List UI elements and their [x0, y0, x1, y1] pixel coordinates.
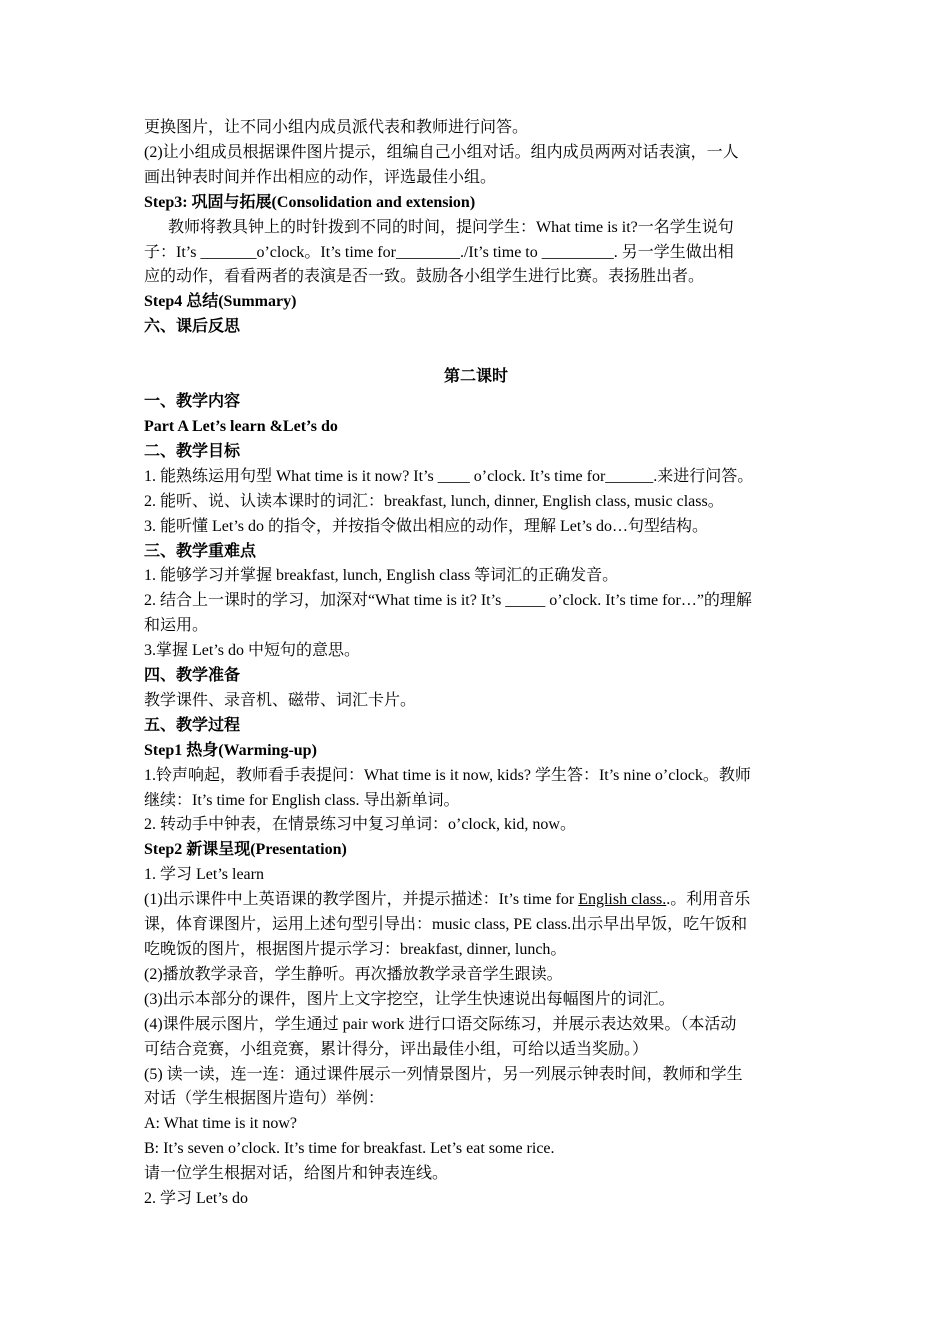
text-line: 和运用。 [144, 617, 209, 635]
text-line: 1. 能够学习并掌握 breakfast, lunch, English class 等词汇的正确发音。 [144, 567, 619, 585]
underlined-phrase: English class. [578, 891, 667, 909]
dialogue-line: A: What time is it now? [144, 1115, 298, 1133]
text-line: 2. 转动手中钟表，在情景练习中复习单词：o’clock, kid, now。 [144, 816, 576, 834]
text-line: 2. 结合上一课时的学习，加深对“What time is it? It’s _____ o’clock. It’s time for…”的理解 [144, 592, 752, 610]
step-heading: Step1 热身(Warming-up) [144, 741, 317, 759]
text-line: (3)出示本部分的课件，图片上文字挖空，让学生快速说出每幅图片的词汇。 [144, 990, 675, 1008]
section-heading: 二、教学目标 [144, 442, 241, 460]
section-heading: 六、课后反思 [144, 318, 241, 336]
text-line: 画出钟表时间并作出相应的动作，评选最佳小组。 [144, 168, 497, 186]
section-heading: 五、教学过程 [144, 716, 241, 734]
document-page [144, 116, 808, 1212]
text-line: 1. 能熟练运用句型 What time is it now? It’s ____ o’clock. It’s time for______.来进行问答。 [144, 467, 754, 485]
text-line: 吃晚饭的图片，根据图片提示学习：breakfast, dinner, lunch。 [144, 941, 567, 958]
text-line: 更换图片，让不同小组内成员派代表和教师进行问答。 [144, 119, 529, 136]
step-heading: Step4 总结(Summary) [144, 293, 297, 311]
text-line: 可结合竞赛，小组竞赛，累计得分，评出最佳小组，可给以适当奖励。） [144, 1040, 649, 1058]
text-line: 应的动作，看看两者的表演是否一致。鼓励各小组学生进行比赛。表扬胜出者。 [144, 268, 705, 286]
section-heading: 三、教学重难点 [144, 542, 257, 560]
text-line: (5) 读一读，连一连：通过课件展示一列情景图片，另一列展示钟表时间，教师和学生 [144, 1065, 743, 1083]
step-heading: Step2 新课呈现(Presentation) [144, 841, 347, 859]
lesson-title: 第二课时 [443, 368, 508, 386]
text-line: 2. 学习 Let’s do [144, 1190, 248, 1208]
text-line: 教学课件、录音机、磁带、词汇卡片。 [144, 691, 417, 709]
text-line: 3.掌握 Let’s do 中短句的意思。 [144, 642, 360, 660]
text-line: 2. 能听、说、认读本课时的词汇：breakfast, lunch, dinner, English class, music class。 [144, 492, 724, 510]
text-line: 3. 能听懂 Let’s do 的指令，并按指令做出相应的动作，理解 Let’s do…句型结构。 [144, 517, 708, 535]
text-line: 教师将教具钟上的时针拨到不同的时间，提问学生：What time is it?一名学生说句 [168, 218, 734, 236]
text-line: (4)课件展示图片，学生通过 pair work 进行口语交际练习，并展示表达效果。（本活动 [144, 1015, 737, 1033]
part-title: Part A Let’s learn &Let’s do [144, 417, 338, 435]
text-line: (2)让小组成员根据课件图片提示，组编自己小组对话。组内成员两两对话表演，一人 [144, 143, 739, 161]
text-segment: (1)出示课件中上英语课的教学图片，并提示描述：It’s time for [144, 891, 579, 909]
text-line: 子：It’s _______o’clock。It’s time for________./It’s time to _________. 另一学生做出相 [144, 243, 734, 261]
text-line [144, 888, 808, 913]
text-line: 课，体育课图片，运用上述句型引导出：music class, PE class.出示早出早饭，吃午饭和 [144, 916, 748, 934]
text-line: 继续：It’s time for English class. 导出新单词。 [144, 791, 460, 809]
text-line: 1.铃声响起，教师看手表提问：What time is it now, kids? 学生答：It’s nine o’clock。教师 [144, 766, 751, 784]
step-heading: Step3: 巩固与拓展(Consolidation and extension) [144, 193, 476, 211]
text-segment: .。利用音乐 [666, 891, 751, 909]
text-line: 1. 学习 Let’s learn [144, 866, 264, 884]
dialogue-line: B: It’s seven o’clock. It’s time for breakfast. Let’s eat some rice. [144, 1140, 555, 1158]
text-line: (2)播放教学录音，学生静听。再次播放教学录音学生跟读。 [144, 965, 563, 983]
section-heading: 一、教学内容 [144, 393, 241, 411]
section-heading: 四、教学准备 [144, 667, 241, 685]
text-line: 请一位学生根据对话，给图片和钟表连线。 [144, 1165, 449, 1183]
text-line: 对话（学生根据图片造句）举例： [144, 1090, 385, 1108]
